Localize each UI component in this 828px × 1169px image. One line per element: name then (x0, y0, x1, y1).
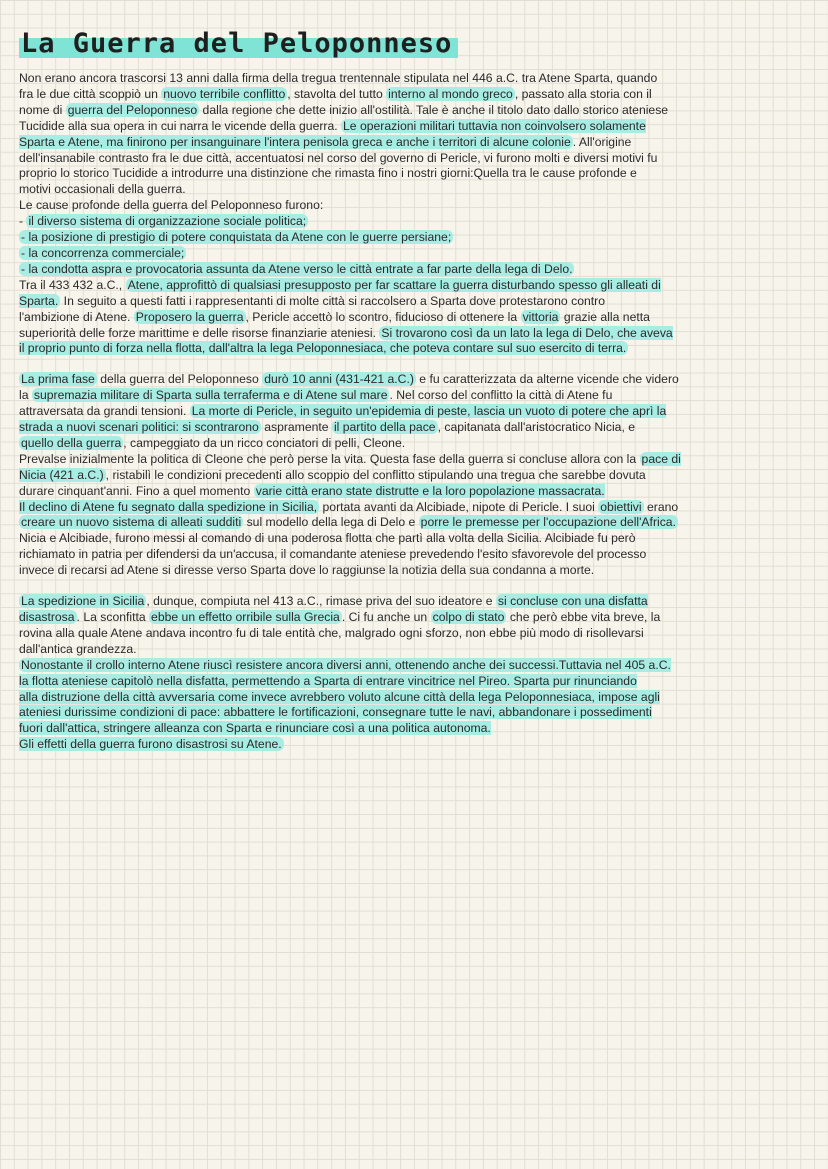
body-text: . La sconfitta (76, 610, 150, 624)
body-text: dalla regione che dette inizio all'ostilità. Tale è anche il titolo dato dallo storico ateniese Tucidide alla sua opera in cui narra le vicende della guerra. (19, 102, 669, 133)
highlighted-text: La spedizione in Sicilia (21, 594, 145, 609)
highlighted-text: creare un nuovo sistema di alleati sudditi (21, 515, 242, 530)
body-text: In seguito a questi fatti i rappresentanti di molte città si raccolsero a Sparta dove protestarono contro l'ambizione di Atene. (19, 293, 605, 324)
highlighted-text: Si trovarono così da un lato la lega di Delo, che aveva il proprio punto di forza nella flotta, dall'altra la lega Peloponnesiaca, che poteva contare sul suo esercito di terra. (19, 325, 673, 356)
body-text: grazie alla netta superiorità delle forze marittime e delle risorse finanziarie ateniesi. (19, 309, 650, 340)
highlighted-text: nuovo terribile conflitto (163, 86, 286, 101)
body-text: , campeggiato da un ricco conciatori di pelli, Cleone. Prevalse inizialmente la politica di Cleone che però perse la vita. Questa fase della guerra si concluse allora con la (19, 435, 637, 466)
highlighted-text: durò 10 anni (431-421 a.C.) (264, 372, 414, 387)
notes-body (19, 71, 806, 753)
highlighted-text: - la concorrenza commerciale; (21, 245, 185, 260)
highlighted-text: si concluse con una disfatta disastrosa (19, 594, 648, 624)
highlighted-text: obiettivi (600, 499, 642, 514)
highlighted-text: La morte di Pericle, in seguito un'epidemia di peste, lascia un vuoto di potere che aprì la strada a nuovi scenari politici: si scontrarono (19, 404, 667, 435)
body-text: erano (646, 499, 679, 514)
highlighted-text: Le operazioni militari tuttavia non coinvolsero solamente Sparta e Atene, ma finirono per insanguinare l'intera penisola greca e anche i territori di alcune colonie (19, 118, 646, 149)
body-text: portata avanti da Alcibiade, nipote di Pericle. I suoi (319, 499, 599, 514)
highlighted-text: - la posizione di prestigio di potere conquistata da Atene con le guerre persiane; (21, 230, 452, 245)
highlighted-text: vittoria (522, 309, 559, 324)
body-text: . Ci fu anche un (341, 610, 431, 624)
body-text: , capitanata dall'aristocratico Nicia, e (437, 420, 636, 435)
paragraph-1 (19, 71, 806, 357)
highlighted-text: Atene, approfittò di qualsiasi presupposto per far scattare la guerra disturbando spesso gli alleati di Sparta. (19, 277, 661, 308)
highlighted-text: interno al mondo greco (388, 86, 513, 101)
body-text: , dunque, compiuta nel 413 a.C., rimase priva del suo ideatore e (146, 594, 496, 609)
body-text: della guerra del Peloponneso (96, 372, 263, 387)
paragraph-gap (19, 579, 806, 594)
highlighted-text: La prima fase (21, 372, 95, 387)
paragraph-gap (19, 357, 806, 372)
body-text: . All'origine dell'insanabile contrasto fra le due città, accentuatosi nel corso del governo di Pericle, vi furono molti e diversi motivi fu proprio lo storico Tucidide a introdurre una distinzione che rimasta fino i nostri giorni:Quella tra le cause profonde e motivi occasionali della guerra. Le cause profonde della guerra del Peloponneso furono: - (19, 134, 658, 229)
body-text: aspramente (260, 420, 332, 435)
body-text: Non erano ancora trascorsi 13 anni dalla firma della tregua trentennale stipulata nel 446 a.C. tra Atene Sparta, quando fra le due città scoppiò un (19, 71, 658, 101)
highlighted-text: Nonostante il crollo interno Atene riuscì resistere ancora diversi anni, ottenendo anche dei successi.Tuttavia nel 405 a.C. la flotta ateniese capitolò nella disfatta, permettendo a Sparta di entrare vincitrice nel Pireo. Sparta pur rinunciando alla distruzione della città avversaria come invece avrebbero voluto alcune città della lega Peloponnesiaca, impose agli ateniesi durissime condizioni di pace: abbattere le fortificazioni, consegnare tutte le navi, abbandonare i possedimenti fuori dall'attica, stringere alleanza con Sparta e rinunciare così a una politica autonoma. Gli effetti della guerra furono disastrosi su Atene. (19, 657, 671, 752)
page-title: La Guerra del Peloponneso (19, 26, 458, 61)
highlighted-text: colpo di stato (432, 610, 505, 624)
highlighted-text: il partito della pace (333, 420, 436, 435)
body-text: Tra il 433 432 a.C., (19, 277, 123, 292)
highlighted-text: varie città erano state distrutte e la loro popolazione massacrata. Il declino di Atene fu segnato dalla spedizione in Sicilia, (19, 483, 605, 514)
body-text: . Nel corso del conflitto la città di Atene fu attraversata da grandi tensioni. (19, 388, 613, 419)
body-text: Nicia e Alcibiade, furono messi al comando di una poderosa flotta che partì alla volta della Sicilia. Alcibiade fu però richiamato in patria per difendersi da un'accusa, il comandante ateniese prevedendo l'esito sfavorevole del processo invece di recarsi ad Atene si diresse verso Sparta dove lo raggiunse la notizia della sua condanna a morte. (19, 531, 647, 578)
highlighted-text: porre le premesse per l'occupazione dell'Africa. (420, 515, 676, 530)
highlighted-text: il diverso sistema di organizzazione sociale politica; (28, 214, 307, 229)
paragraph-3 (19, 594, 806, 753)
highlighted-text: - la condotta aspra e provocatoria assunta da Atene verso le città entrate a far parte della lega di Delo. (21, 261, 573, 276)
body-text: che però ebbe vita breve, la rovina alla quale Atene andava incontro fu di tale entità che, malgrado ogni sforzo, non ebbe più modo di risollevarsi dall'antica grandezza. (19, 610, 661, 656)
highlighted-text: ebbe un effetto orribile sulla Grecia (151, 610, 340, 624)
paragraph-2 (19, 372, 806, 579)
body-text: , passato alla storia con il nome di (19, 86, 652, 117)
body-text: , stavolta del tutto (287, 86, 387, 101)
highlighted-text: supremazia militare di Sparta sulla terraferma e di Atene sul mare (33, 388, 388, 403)
body-text: , ristabilì le condizioni precedenti allo scoppio del conflitto stipulando una tregua che sarebbe dovuta durare cinquant'anni. Fino a quel momento (19, 467, 646, 498)
highlighted-text: pace di Nicia (421 a.C.) (19, 451, 681, 482)
body-text: e fu caratterizzata da alterne vicende che videro la (19, 372, 679, 403)
highlighted-text: quello della guerra (21, 435, 122, 450)
body-text: , Pericle accettò lo scontro, fiducioso di ottenere la (245, 309, 521, 324)
highlighted-text: Proposero la guerra (135, 309, 244, 324)
body-text: sul modello della lega di Delo e (243, 515, 419, 530)
highlighted-text: guerra del Peloponneso (67, 102, 198, 117)
